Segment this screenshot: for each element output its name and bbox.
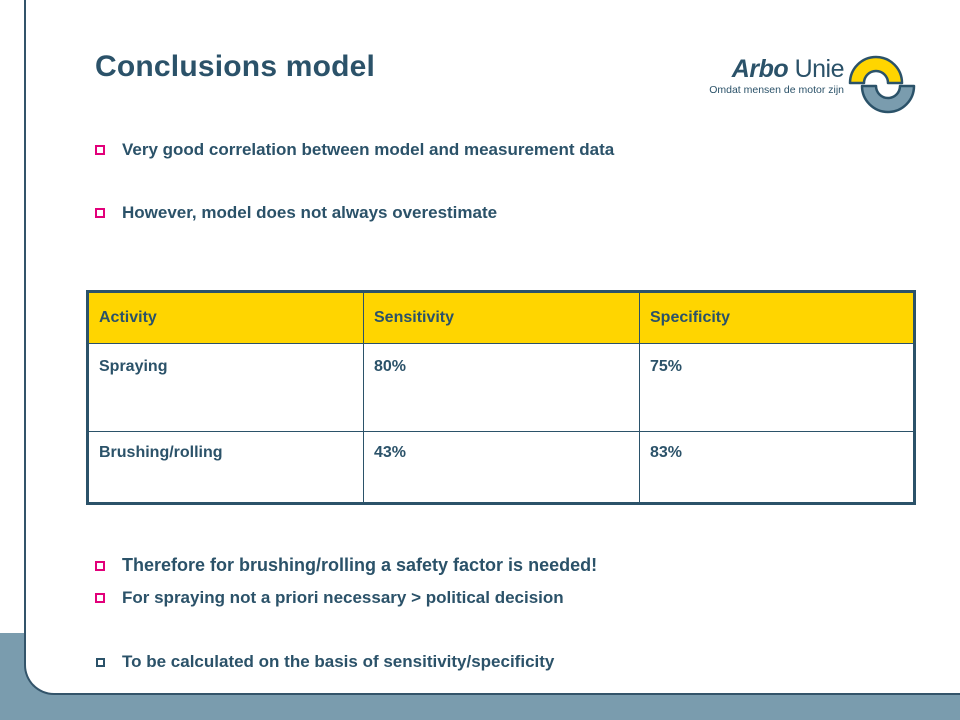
- bullet-item: [95, 203, 497, 223]
- bullet-text: Very good correlation between model and measurement data: [122, 140, 615, 159]
- table-cell-sensitivity: 43%: [364, 432, 640, 504]
- arbo-unie-logo: [696, 55, 921, 115]
- square-bullet-icon: [95, 145, 105, 155]
- table-header-sensitivity: Sensitivity: [364, 292, 640, 344]
- bullet-item: [95, 140, 614, 160]
- bullet-item: [95, 652, 554, 672]
- logo-brand: [696, 55, 844, 83]
- table-cell-specificity: 75%: [640, 344, 915, 432]
- table-row: [88, 344, 915, 432]
- square-bullet-icon: [95, 208, 105, 218]
- bullet-text: For spraying not a priori necessary > political decision: [122, 588, 564, 607]
- logo-brand-unie: Unie: [788, 55, 844, 83]
- logo-tagline: Omdat mensen de motor zijn: [709, 84, 844, 96]
- square-bullet-icon: [95, 593, 105, 603]
- arbo-unie-logo-mark-icon: [848, 55, 916, 115]
- square-bullet-icon: [95, 561, 105, 571]
- table-header-activity: Activity: [88, 292, 364, 344]
- table-row: [88, 432, 915, 504]
- table-cell-activity: Brushing/rolling: [88, 432, 364, 504]
- bullet-item: [95, 555, 597, 576]
- square-bullet-icon-outline: [96, 658, 105, 667]
- bullet-text: However, model does not always overestimate: [122, 203, 498, 222]
- bullet-text: To be calculated on the basis of sensitivity/specificity: [122, 652, 555, 671]
- bullet-item: [95, 588, 564, 608]
- table-header-specificity: Specificity: [640, 292, 915, 344]
- logo-text: [696, 55, 844, 97]
- logo-brand-arbo: Arbo: [731, 55, 789, 83]
- slide-title: Conclusions model: [95, 50, 376, 83]
- results-table: [86, 290, 916, 505]
- table-cell-activity: Spraying: [88, 344, 364, 432]
- bullet-text: Therefore for brushing/rolling a safety factor is needed!: [122, 555, 598, 575]
- table-cell-specificity: 83%: [640, 432, 915, 504]
- table-cell-sensitivity: 80%: [364, 344, 640, 432]
- table-header-row: [88, 292, 915, 344]
